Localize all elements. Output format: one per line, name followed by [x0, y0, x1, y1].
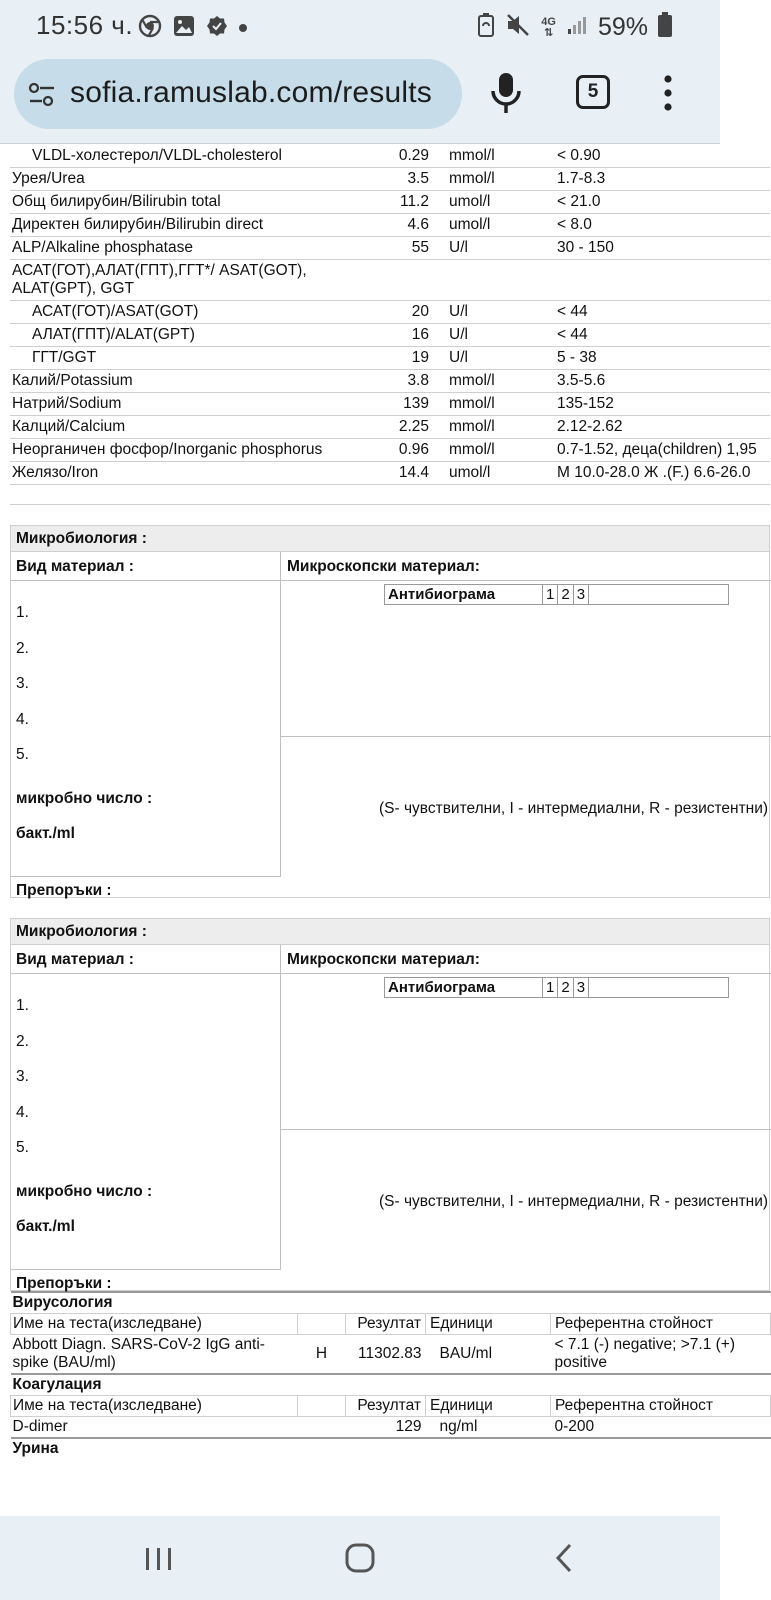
antibiogram-table [384, 977, 729, 998]
test-unit [435, 260, 555, 301]
status-bar [0, 0, 720, 52]
test-reference: 1.7-8.3 [555, 168, 770, 191]
col-header-name: Име на теста(изследване) [11, 1314, 298, 1335]
test-value: 4.6 [365, 214, 435, 237]
bacteria-unit-label: бакт./ml [16, 825, 75, 842]
microbiology-section [10, 525, 770, 898]
test-reference: < 8.0 [555, 214, 770, 237]
test-value: 2.25 [365, 416, 435, 439]
recommendations-label: Препоръки : [16, 1275, 112, 1292]
tab-count: 5 [587, 81, 599, 102]
material-item: 5. [16, 746, 29, 763]
mute-icon [505, 12, 531, 43]
antibiogram-col: 3 [573, 585, 588, 605]
test-unit: umol/l [435, 191, 555, 214]
test-value: 3.5 [365, 168, 435, 191]
antibiogram-title: Антибиограма [385, 978, 543, 998]
back-icon[interactable] [540, 1534, 590, 1582]
url-text[interactable]: sofia.ramuslab.com/results [70, 76, 432, 109]
test-value: 0.96 [365, 439, 435, 462]
table-row [10, 370, 770, 393]
virology-title: Вирусология [11, 1292, 771, 1314]
divider [11, 580, 771, 581]
microbiology-title: Микробиология : [11, 526, 769, 552]
col-header-ref: Референтна стойност [551, 1396, 771, 1417]
antibiogram-table [384, 584, 729, 605]
test-value: 55 [365, 237, 435, 260]
material-column [11, 945, 281, 1270]
test-name: АСАТ(ГОТ)/ASAT(GOT) [10, 301, 365, 324]
results-document [10, 145, 770, 1459]
antibiogram-col: 1 [543, 978, 558, 998]
col-header-unit: Единици [426, 1396, 551, 1417]
test-value: 3.8 [365, 370, 435, 393]
sensitivity-legend: (S- чувствителни, I - интермедиални, R - резистентни) [379, 800, 769, 817]
test-unit: mmol/l [435, 393, 555, 416]
test-reference: 0-200 [551, 1417, 771, 1439]
table-row [10, 301, 770, 324]
table-row [10, 214, 770, 237]
test-value: 14.4 [365, 462, 435, 485]
test-value [365, 260, 435, 301]
test-unit: umol/l [435, 214, 555, 237]
test-name: Директен билирубин/Bilirubin direct [10, 214, 365, 237]
chrome-icon [138, 14, 162, 43]
table-row [10, 324, 770, 347]
table-row [10, 168, 770, 191]
test-name: VLDL-холестерол/VLDL-cholesterol [10, 145, 365, 168]
table-row [10, 462, 770, 485]
test-unit: mmol/l [435, 370, 555, 393]
microbiology-body [11, 552, 769, 897]
status-time: 15:56 ч. [36, 10, 134, 40]
network-4g-icon: 4G ⇅ [541, 15, 556, 39]
web-page-content[interactable] [0, 145, 769, 1516]
verified-icon [206, 15, 228, 42]
antibiogram-title: Антибиограма [385, 585, 543, 605]
test-name: Урея/Urea [10, 168, 365, 191]
home-icon[interactable] [336, 1534, 386, 1582]
test-reference: 0.7-1.52, деца(children) 1,95 [555, 439, 770, 462]
lab-results-table [10, 145, 770, 485]
test-name: ALP/Alkaline phosphatase [10, 237, 365, 260]
microbiology-body [11, 945, 769, 1290]
test-name: Натрий/Sodium [10, 393, 365, 416]
antibiogram-col: 2 [558, 978, 573, 998]
test-name: ГГТ/GGT [10, 347, 365, 370]
col-header-name: Име на теста(изследване) [11, 1396, 298, 1417]
microbial-count-label: микробно число : [16, 790, 153, 807]
urine-title: Урина [11, 1438, 771, 1459]
divider [281, 1129, 771, 1130]
table-row [10, 145, 770, 168]
test-value: 16 [365, 324, 435, 347]
test-name: Калций/Calcium [10, 416, 365, 439]
test-value: 0.29 [365, 145, 435, 168]
test-value: 19 [365, 347, 435, 370]
section-spacer [10, 485, 770, 505]
signal-icon [566, 14, 588, 41]
material-item: 3. [16, 1068, 29, 1085]
table-row [10, 347, 770, 370]
battery-saver-icon [477, 12, 495, 43]
material-item: 4. [16, 711, 29, 728]
sensitivity-legend: (S- чувствителни, I - интермедиални, R - резистентни) [379, 1193, 769, 1210]
test-reference: 30 - 150 [555, 237, 770, 260]
microscopy-label: Микроскопски материал: [287, 951, 480, 968]
table-row [11, 1417, 771, 1439]
material-item: 2. [16, 640, 29, 657]
recents-icon[interactable] [134, 1534, 184, 1582]
microbiology-section [10, 918, 770, 1291]
site-settings-icon[interactable] [28, 82, 56, 108]
microscopy-label: Микроскопски материал: [287, 558, 480, 575]
col-header-result: Резултат [346, 1314, 426, 1335]
dot-icon [238, 20, 248, 38]
test-reference: 3.5-5.6 [555, 370, 770, 393]
microbial-count-label: микробно число : [16, 1183, 153, 1200]
system-navigation-bar [0, 1516, 720, 1600]
test-reference: < 7.1 (-) negative; >7.1 (+) positive [551, 1335, 771, 1375]
test-unit: ng/ml [426, 1417, 551, 1439]
test-unit: BAU/ml [426, 1335, 551, 1375]
material-item: 5. [16, 1139, 29, 1156]
col-header-ref: Референтна стойност [551, 1314, 771, 1335]
table-row [10, 260, 770, 301]
table-row [10, 393, 770, 416]
test-unit: mmol/l [435, 168, 555, 191]
test-unit: U/l [435, 237, 555, 260]
test-result: 129 [346, 1417, 426, 1439]
virology-table [10, 1291, 771, 1459]
result-flag: H [298, 1335, 346, 1375]
recommendations-label: Препоръки : [16, 882, 112, 899]
antibiogram-col: 2 [558, 585, 573, 605]
test-unit: umol/l [435, 462, 555, 485]
tab-switcher-button[interactable] [576, 75, 610, 109]
divider [281, 736, 771, 737]
test-name: Общ билирубин/Bilirubin total [10, 191, 365, 214]
antibiogram-col: 1 [543, 585, 558, 605]
test-reference: < 44 [555, 301, 770, 324]
test-reference: < 21.0 [555, 191, 770, 214]
battery-icon [658, 12, 672, 43]
test-unit: mmol/l [435, 145, 555, 168]
test-unit: U/l [435, 324, 555, 347]
test-reference: 5 - 38 [555, 347, 770, 370]
result-flag [298, 1417, 346, 1439]
test-name: АСАТ(ГОТ),АЛАТ(ГПТ),ГГТ*/ ASAT(GOT), ALAT(GPT), GGT [10, 260, 365, 301]
material-item: 1. [16, 604, 29, 621]
test-name: Неорганичен фосфор/Inorganic phosphorus [10, 439, 365, 462]
test-reference: М 10.0-28.0 Ж .(F.) 6.6-26.0 [555, 462, 770, 485]
col-header-unit: Единици [426, 1314, 551, 1335]
test-value: 20 [365, 301, 435, 324]
test-reference: < 0.90 [555, 145, 770, 168]
address-bar[interactable] [14, 59, 462, 129]
browser-toolbar [0, 52, 720, 144]
test-unit: mmol/l [435, 439, 555, 462]
gallery-icon [172, 14, 196, 43]
bacteria-unit-label: бакт./ml [16, 1218, 75, 1235]
material-item: 2. [16, 1033, 29, 1050]
col-header-result: Резултат [346, 1396, 426, 1417]
test-result: 11302.83 [346, 1335, 426, 1375]
test-unit: U/l [435, 347, 555, 370]
test-value: 11.2 [365, 191, 435, 214]
table-row [10, 416, 770, 439]
test-name: АЛАТ(ГПТ)/ALAT(GPT) [10, 324, 365, 347]
divider [11, 973, 771, 974]
test-value: 139 [365, 393, 435, 416]
test-reference: 2.12-2.62 [555, 416, 770, 439]
table-row [10, 439, 770, 462]
antibiogram-col: 3 [573, 978, 588, 998]
battery-percent: 59% [597, 13, 648, 41]
test-name: D-dimer [11, 1417, 298, 1439]
table-row [10, 237, 770, 260]
material-label: Вид материал : [16, 558, 134, 575]
test-reference [555, 260, 770, 301]
table-row [10, 191, 770, 214]
test-unit: mmol/l [435, 416, 555, 439]
microbiology-title: Микробиология : [11, 919, 769, 945]
test-reference: 135-152 [555, 393, 770, 416]
test-reference: < 44 [555, 324, 770, 347]
table-row [11, 1335, 771, 1375]
material-item: 1. [16, 997, 29, 1014]
material-label: Вид материал : [16, 951, 134, 968]
test-name: Abbott Diagn. SARS-CoV-2 IgG anti-spike (BAU/ml) [11, 1335, 298, 1375]
material-column [11, 552, 281, 877]
coagulation-title: Коагулация [11, 1374, 771, 1396]
more-menu-icon[interactable] [662, 74, 674, 112]
test-name: Калий/Potassium [10, 370, 365, 393]
test-name: Желязо/Iron [10, 462, 365, 485]
microphone-icon[interactable] [486, 69, 526, 119]
material-item: 3. [16, 675, 29, 692]
test-unit: U/l [435, 301, 555, 324]
material-item: 4. [16, 1104, 29, 1121]
